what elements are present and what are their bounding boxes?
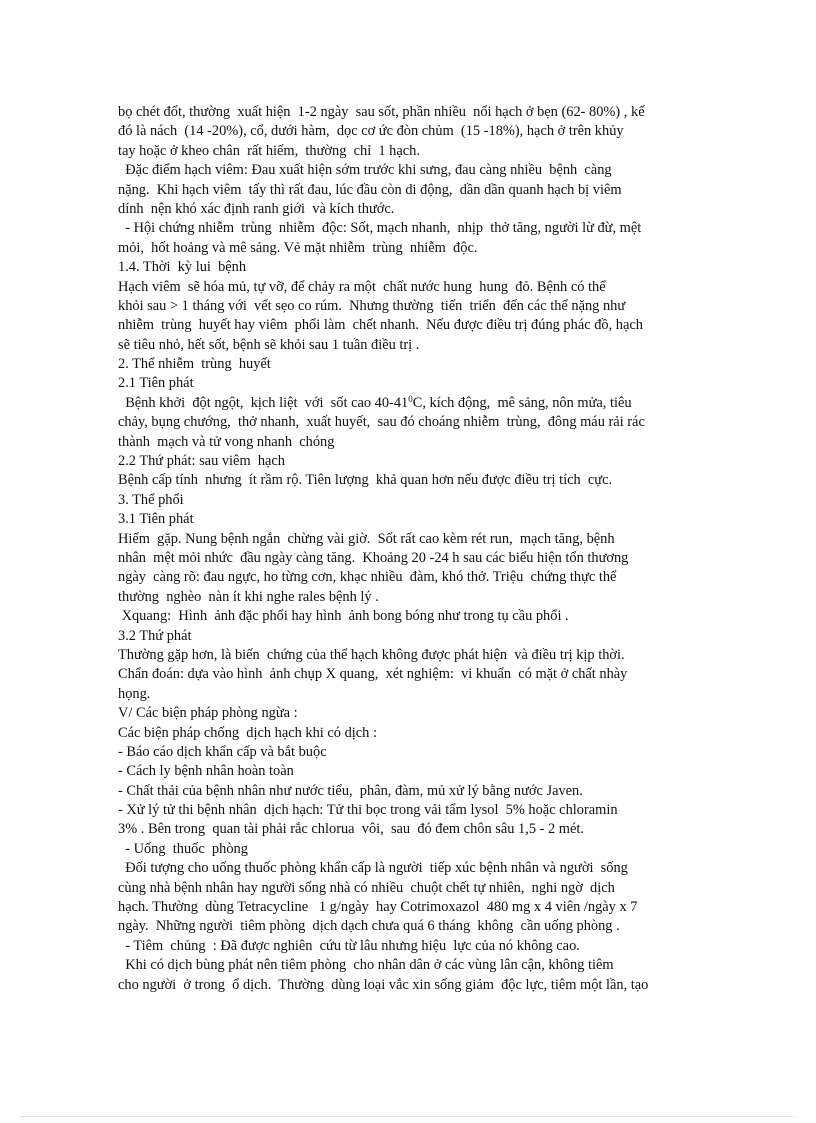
degree-superscript: 0 [408,393,413,404]
text-line: thường nghèo nàn ít khi nghe rales bệnh lý . [118,588,379,605]
text-line: - Uống thuốc phòng [118,840,248,857]
text-line: - Chất thải của bệnh nhân như nước tiểu, phân, đàm, mủ xử lý bằng nước Javen. [118,782,583,799]
text-line: thành mạch và tử vong nhanh chóng [118,433,335,450]
text-line: ngày càng rõ: đau ngực, ho từng cơn, khạc nhiều đàm, khó thở. Triệu chứng thực thể [118,569,617,586]
text-line: khỏi sau > 1 tháng với vết sẹo co rúm. Nhưng thường tiến triển đến các thể nặng như [118,297,626,314]
text-line: Xquang: Hình ảnh đặc phổi hay hình ảnh bong bóng như trong tụ cầu phổi . [118,608,569,625]
text-line: ngày. Những người tiêm phòng dịch dạch chưa quá 6 tháng không cần uống phòng . [118,918,620,935]
text-line: 2. Thể nhiễm trùng huyết [118,356,271,373]
text-line: đó là nách (14 -20%), cổ, dưới hàm, dọc cơ ức đòn chủm (15 -18%), hạch ở trên khủy [118,123,624,140]
text-line: V/ Các biện pháp phòng ngừa : [118,705,298,722]
text-line: 2.1 Tiên phát [118,375,194,392]
text-line: mỏi, hốt hoảng và mê sảng. Vẻ mặt nhiễm trùng nhiễm độc. [118,239,478,256]
document-body [118,103,698,995]
text-line: Hiếm gặp. Nung bệnh ngắn chừng vài giờ. Sốt rất cao kèm rét run, mạch tăng, bệnh [118,530,615,547]
text-line: Chẩn đoán: dựa vào hình ảnh chụp X quang, xét nghiệm: vi khuẩn có mặt ở chất nhày [118,666,628,683]
text-line: Đặc điểm hạch viêm: Đau xuất hiện sớm trước khi sưng, đau càng nhiều bệnh càng [118,162,612,179]
text-line: Khi có dịch bùng phát nên tiêm phòng cho nhân dân ở các vùng lân cận, không tiêm [118,957,614,974]
text-line: 3.1 Tiên phát [118,511,194,528]
text-line: 2.2 Thứ phát: sau viêm hạch [118,453,285,470]
text-line: Đối tượng cho uống thuốc phòng khẩn cấp là người tiếp xúc bệnh nhân và người sống [118,860,628,877]
text-line: nhiễm trùng huyết hay viêm phổi làm chết nhanh. Nếu được điều trị đúng phác đồ, hạch [118,317,643,334]
text-line: - Cách ly bệnh nhân hoàn toàn [118,763,294,780]
text-line: 3.2 Thứ phát [118,627,192,644]
text-fragment: C, kích động, mê sảng, nôn mửa, tiêu [412,394,632,411]
text-line: 1.4. Thời kỳ lui bệnh [118,259,247,276]
text-line: Bệnh cấp tính nhưng ít rầm rộ. Tiên lượng khả quan hơn nếu được điều trị tích cực. [118,472,613,489]
text-line: Thường gặp hơn, là biến chứng của thể hạch không được phát hiện và điều trị kịp thời. [118,646,625,663]
text-line: Hạch viêm sẽ hóa mủ, tự vỡ, để chảy ra một chất nước hung hung đỏ. Bệnh có thể [118,278,606,295]
text-line: sẽ tiêu nhỏ, hết sốt, bệnh sẽ khỏi sau 1 tuần điều trị . [118,336,420,353]
text-line: nhân mệt mỏi nhức đầu ngày càng tăng. Khoảng 20 -24 h sau các biểu hiện tổn thương [118,549,629,566]
text-line: cùng nhà bệnh nhân hay người sống nhà có nhiều chuột chết tự nhiên, nghi ngờ dịch [118,879,615,896]
text-line: 3. Thể phổi [118,491,184,508]
text-line: - Hội chứng nhiễm trùng nhiễm độc: Sốt, mạch nhanh, nhịp thở tăng, người lừ đừ, mệt [118,220,642,237]
text-line: hạch. Thường dùng Tetracycline 1 g/ngày hay Cotrimoxazol 480 mg x 4 viên /ngày x 7 [118,899,638,916]
text-line: 3% . Bên trong quan tài phải rắc chlorua vôi, sau đó đem chôn sâu 1,5 - 2 mét. [118,821,584,838]
text-line: họng. [118,685,151,702]
text-line: Các biện pháp chống dịch hạch khi có dịch : [118,724,377,741]
text-line: tay hoặc ở kheo chân rất hiếm, thường chỉ 1 hạch. [118,142,420,159]
text-line: cho người ở trong ổ dịch. Thường dùng loại vắc xin sống giảm độc lực, tiêm một lần, tạo [118,976,649,993]
text-line: chảy, bụng chướng, thở nhanh, xuất huyết, sau đó choáng nhiễm trùng, đông máu rải rác [118,414,645,431]
text-line [118,394,698,413]
text-line: - Xử lý tử thi bệnh nhân dịch hạch: Tử thi bọc trong vải tẩm lysol 5% hoặc chloramin [118,802,618,819]
text-line: bọ chét đốt, thường xuất hiện 1-2 ngày sau sốt, phần nhiều nổi hạch ở bẹn (62- 80%) , kế [118,104,645,120]
text-line: dính nện khó xác định ranh giới và kích thước. [118,200,395,217]
text-fragment: Bệnh khởi đột ngột, kịch liệt với sốt cao 40-41 [118,394,409,411]
text-line: nặng. Khi hạch viêm tấy thì rất đau, lúc đầu còn di động, dần dần quanh hạch bị viêm [118,181,622,198]
text-line: - Báo cáo dịch khẩn cấp và bắt buộc [118,743,327,760]
text-line: - Tiêm chủng : Đã được nghiên cứu từ lâu nhưng hiệu lực của nó không cao. [118,937,580,954]
page-bottom-rule [20,1116,796,1117]
